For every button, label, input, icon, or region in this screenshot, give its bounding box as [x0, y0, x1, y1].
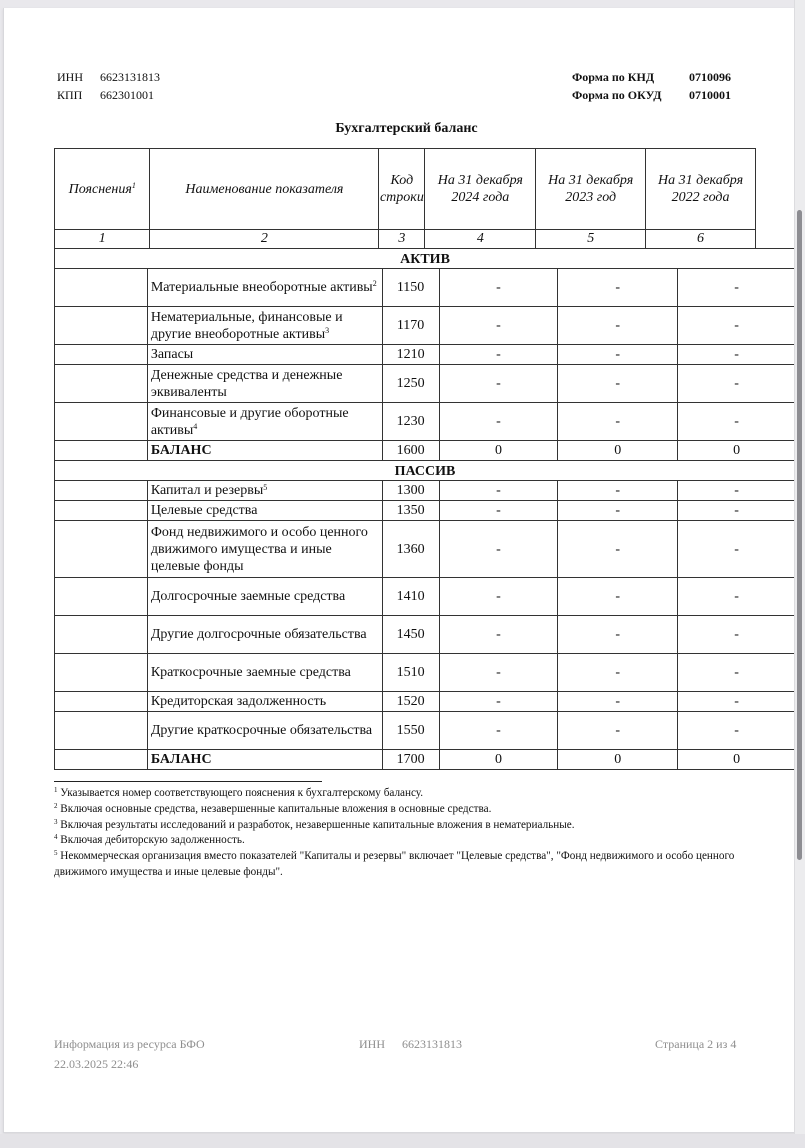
footnote-mark: 2 [54, 801, 58, 810]
value-2024: - [439, 654, 558, 692]
column-header-2022: На 31 декабря 2022 года [646, 149, 756, 230]
total-2024: 0 [439, 750, 558, 770]
table-row [55, 654, 796, 692]
okud-label: Форма по ОКУД [572, 88, 662, 102]
column-header-code: Код строки [379, 149, 425, 230]
indicator-name: Краткосрочные заемные средства [147, 654, 382, 692]
line-code: 1300 [382, 481, 439, 501]
total-row [55, 750, 796, 770]
kpp-label: КПП [57, 88, 83, 102]
total-2022: 0 [678, 750, 796, 770]
footnote-ref: 2 [372, 279, 377, 288]
line-code: 1510 [382, 654, 439, 692]
column-number-row [55, 230, 756, 249]
scrollbar-thumb[interactable] [797, 210, 802, 860]
total-2023: 0 [558, 441, 678, 461]
column-number: 3 [379, 230, 425, 249]
total-2023: 0 [558, 750, 678, 770]
explanation-cell [55, 521, 148, 578]
value-2024: - [439, 712, 558, 750]
balance-table [54, 248, 796, 770]
total-2022: 0 [678, 441, 796, 461]
knd-line [572, 68, 731, 86]
line-code: 1550 [382, 712, 439, 750]
line-code: 1360 [382, 521, 439, 578]
indicator-name: Фонд недвижимого и особо ценного движимого имущества и иные целевые фонды [147, 521, 382, 578]
indicator-name: Запасы [147, 345, 382, 365]
line-code: 1700 [382, 750, 439, 770]
table-row [55, 307, 796, 345]
footnotes [54, 786, 789, 881]
value-2022: - [678, 692, 796, 712]
indicator-name: Финансовые и другие оборотные активы$^4$ [147, 403, 382, 441]
table-row [55, 269, 796, 307]
value-2022: - [678, 654, 796, 692]
form-codes [572, 68, 731, 104]
explanation-cell [55, 501, 148, 521]
document-page [3, 8, 805, 1133]
footnote-ref: 3 [325, 325, 330, 335]
value-2022: - [678, 712, 796, 750]
value-2024: - [439, 269, 558, 307]
explanation-cell [55, 712, 148, 750]
footer-source-text: Информация из ресурса БФО [54, 1037, 205, 1051]
table-row [55, 578, 796, 616]
footer-inn [359, 1034, 462, 1054]
table-row [55, 481, 796, 501]
value-2022: - [678, 307, 796, 345]
line-code: 1170 [382, 307, 439, 345]
footnote-text: Включая дебиторскую задолженность. [60, 834, 245, 847]
value-2023: - [558, 578, 678, 616]
indicator-name: Капитал и резервы$^5$ [147, 481, 382, 501]
line-code: 1350 [382, 501, 439, 521]
footnote-ref: 4 [193, 421, 198, 431]
line-code: 1450 [382, 616, 439, 654]
inn-label: ИНН [57, 70, 83, 84]
footnote-text: Включая результаты исследований и разработок, незавершенные капитальные вложения в нематериальные. [60, 818, 575, 831]
footnote-text: Указывается номер соответствующего пояснения к бухгалтерскому балансу. [60, 787, 424, 799]
column-header-2023: На 31 декабря 2023 год [536, 149, 646, 230]
indicator-name: Другие краткосрочные обязательства [147, 712, 382, 750]
value-2022: - [678, 269, 796, 307]
line-code: 1250 [382, 365, 439, 403]
footnote-mark: 5 [54, 849, 58, 858]
section-title: АКТИВ [55, 249, 796, 269]
value-2023: - [558, 712, 678, 750]
value-2024: - [439, 481, 558, 501]
footnote-mark: 4 [54, 833, 58, 842]
indicator-name: Целевые средства [147, 501, 382, 521]
line-code: 1410 [382, 578, 439, 616]
column-number: 6 [646, 230, 756, 249]
indicator-name: Кредиторская задолженность [147, 692, 382, 712]
page-number: Страница 2 из 4 [655, 1037, 737, 1051]
value-2024: - [439, 692, 558, 712]
value-2024: - [439, 345, 558, 365]
value-2024: - [439, 365, 558, 403]
kpp-line [57, 86, 160, 104]
column-number: 1 [55, 230, 150, 249]
total-label: БАЛАНС [147, 750, 382, 770]
indicator-name: Долгосрочные заемные средства [147, 578, 382, 616]
column-number: 5 [536, 230, 646, 249]
indicator-name: Денежные средства и денежные эквиваленты [147, 365, 382, 403]
explanation-cell [55, 365, 148, 403]
value-2023: - [558, 521, 678, 578]
footer-source [54, 1034, 205, 1074]
value-2023: - [558, 345, 678, 365]
value-2022: - [678, 616, 796, 654]
balance-header-table [54, 148, 756, 249]
kpp-value: 662301001 [100, 88, 154, 102]
value-2023: - [558, 501, 678, 521]
footer-inn-label: ИНН [359, 1037, 385, 1051]
value-2022: - [678, 501, 796, 521]
value-2022: - [678, 365, 796, 403]
table-row [55, 616, 796, 654]
column-header-explanations: Пояснения$^1$ [55, 149, 150, 230]
footnote [54, 849, 789, 881]
explanation-cell [55, 403, 148, 441]
value-2022: - [678, 345, 796, 365]
footnote-mark: 1 [54, 786, 58, 794]
explanation-cell [55, 692, 148, 712]
column-number: 2 [150, 230, 379, 249]
footnote [54, 833, 789, 849]
table-row [55, 692, 796, 712]
column-header-2024: На 31 декабря 2024 года [425, 149, 536, 230]
column-number: 4 [425, 230, 536, 249]
footnote-ref: 5 [263, 482, 268, 492]
value-2024: - [439, 578, 558, 616]
value-2022: - [678, 403, 796, 441]
explanation-cell [55, 307, 148, 345]
table-row [55, 365, 796, 403]
line-code: 1230 [382, 403, 439, 441]
explanation-cell [55, 750, 148, 770]
table-row [55, 403, 796, 441]
document-title: Бухгалтерский баланс [335, 121, 478, 136]
okud-value: 0710001 [689, 88, 731, 102]
explanation-cell [55, 481, 148, 501]
value-2023: - [558, 692, 678, 712]
value-2023: - [558, 307, 678, 345]
line-code: 1520 [382, 692, 439, 712]
value-2023: - [558, 403, 678, 441]
column-header-indicator: Наименование показателя [150, 149, 379, 230]
explanation-cell [55, 616, 148, 654]
value-2023: - [558, 481, 678, 501]
explanation-cell [55, 269, 148, 307]
table-row [55, 345, 796, 365]
value-2024: - [439, 403, 558, 441]
line-code: 1600 [382, 441, 439, 461]
viewer-bottom-bar [0, 1134, 805, 1148]
column-header-row [55, 149, 756, 230]
knd-label: Форма по КНД [572, 70, 655, 84]
value-2023: - [558, 365, 678, 403]
total-label: БАЛАНС [147, 441, 382, 461]
value-2024: - [439, 616, 558, 654]
value-2024: - [439, 521, 558, 578]
section-row-assets [55, 249, 796, 269]
footnote [54, 786, 789, 802]
footnote-text: Включая основные средства, незавершенные капитальные вложения в основные средства. [60, 802, 492, 815]
value-2023: - [558, 269, 678, 307]
footer-inn-value: 6623131813 [402, 1037, 462, 1051]
table-row [55, 501, 796, 521]
value-2024: - [439, 307, 558, 345]
inn-value: 6623131813 [100, 70, 160, 84]
value-2023: - [558, 654, 678, 692]
line-code: 1210 [382, 345, 439, 365]
value-2022: - [678, 481, 796, 501]
footnote-separator [54, 781, 322, 782]
explanation-cell [55, 345, 148, 365]
okud-line [572, 86, 731, 104]
value-2024: - [439, 501, 558, 521]
value-2022: - [678, 521, 796, 578]
explanation-cell [55, 441, 148, 461]
explanation-cell [55, 578, 148, 616]
total-row [55, 441, 796, 461]
knd-value: 0710096 [689, 70, 731, 84]
indicator-name: Материальные внеоборотные активы$^2$ [147, 269, 382, 307]
value-2022: - [678, 578, 796, 616]
footnote-text: Некоммерческая организация вместо показателей "Капиталы и резервы" включает "Целевые средства", "Фонд недвижимого и особо ценного движимого имущества и иные целевые фонды". [54, 850, 735, 878]
footnote [54, 818, 789, 834]
table-row [55, 712, 796, 750]
section-title: ПАССИВ [55, 461, 796, 481]
inn-line [57, 68, 160, 86]
section-row-liabilities [55, 461, 796, 481]
total-2024: 0 [439, 441, 558, 461]
table-row [55, 521, 796, 578]
footer-datetime: 22.03.2025 22:46 [54, 1057, 139, 1071]
indicator-name: Нематериальные, финансовые и другие внеоборотные активы$^3$ [147, 307, 382, 345]
line-code: 1150 [382, 269, 439, 307]
vertical-scrollbar[interactable] [794, 0, 805, 1148]
taxpayer-ids [57, 68, 160, 104]
footnote-mark: 3 [54, 817, 58, 826]
footnote [54, 802, 789, 818]
explanation-cell [55, 654, 148, 692]
indicator-name: Другие долгосрочные обязательства [147, 616, 382, 654]
value-2023: - [558, 616, 678, 654]
